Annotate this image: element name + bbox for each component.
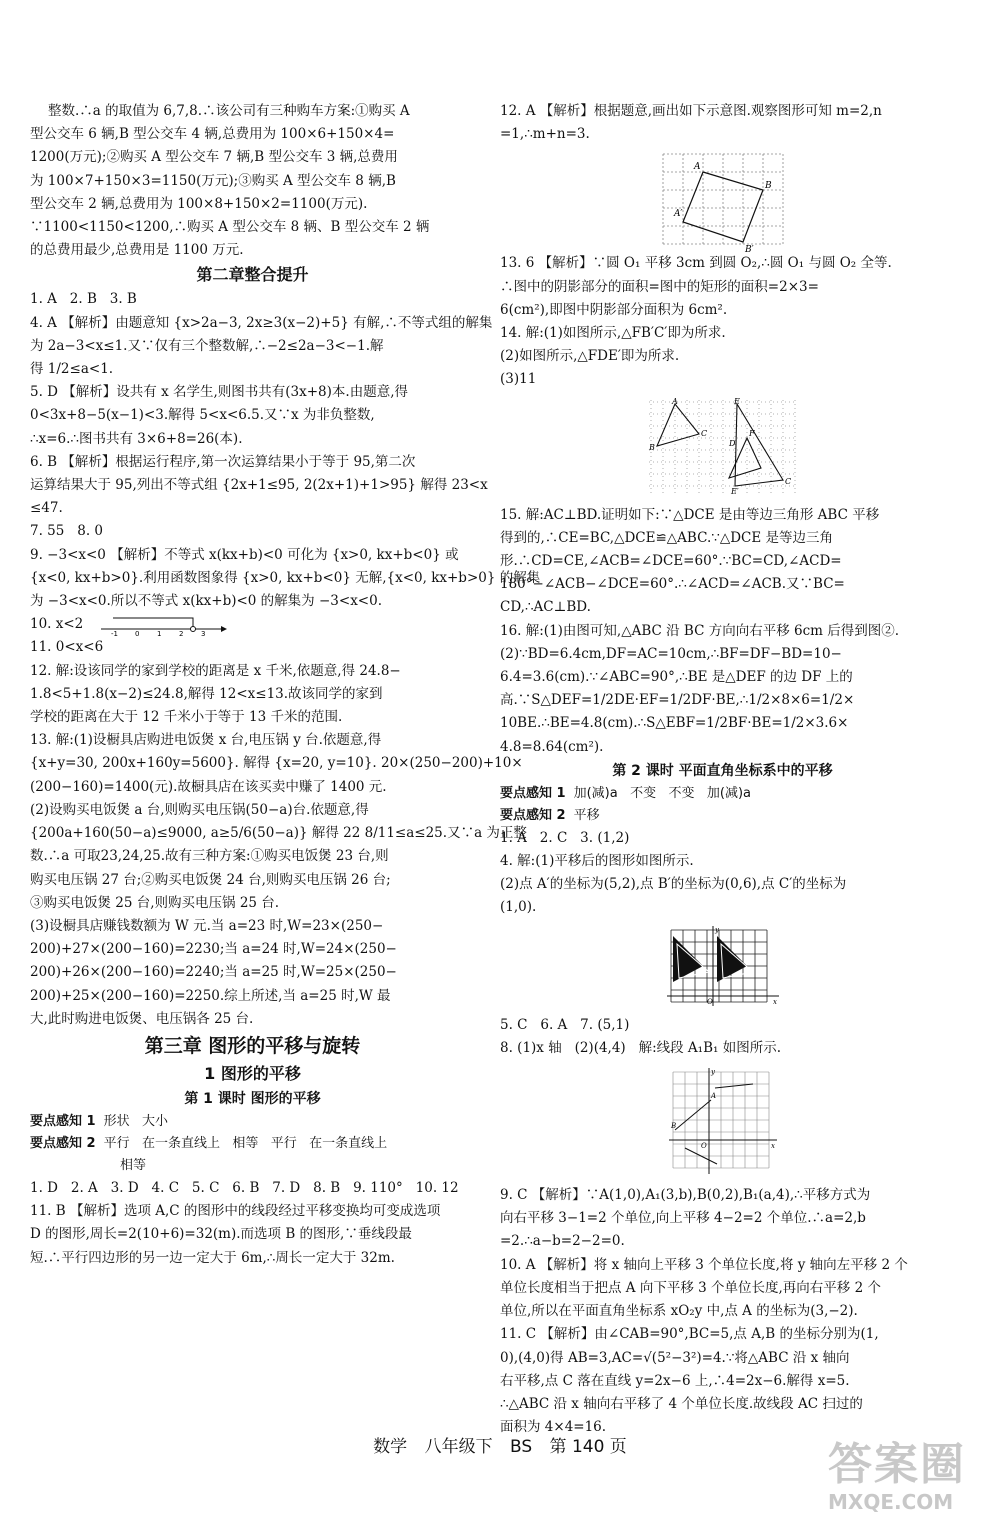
key-point-answer: 平行 在一条直线上 相等 平行 在一条直线上 bbox=[103, 1135, 388, 1151]
footer-subject: 数学 bbox=[373, 1437, 408, 1457]
text-line: {x+y=30, 200x+160y=5600}. 解得 {x=20, y=10}. 20×(250−200)+10× bbox=[30, 755, 523, 772]
svg-text:B: B bbox=[648, 442, 655, 452]
text-line: 15. 解:AC⊥BD.证明如下:∵△DCE 是由等边三角形 ABC 平移 bbox=[500, 506, 880, 523]
text-line: 9. −3<x<0 【解析】不等式 x(kx+b)<0 可化为 {x>0, kx+b<0} 或 bbox=[30, 546, 459, 563]
continued-answer bbox=[30, 100, 475, 262]
text-line: 4. A 【解析】由题意知 {x>2a−3, 2x≥3(x−2)+5} 有解,∴不等式组的解集 bbox=[30, 314, 493, 331]
text-line: 200)+26×(200−160)=2240;当 a=25 时,W=25×(250− bbox=[30, 964, 397, 981]
svg-text:C: C bbox=[784, 476, 791, 486]
svg-text:O: O bbox=[706, 997, 713, 1006]
text-line: 12. A 【解析】根据题意,画出如下示意图.观察图形可知 m=2,n bbox=[500, 103, 882, 119]
text-line: 右平移,点 C 落在直线 y=2x−6 上,∴4=2x−6.解得 x=5. bbox=[500, 1372, 850, 1389]
lesson1-answers bbox=[30, 1177, 475, 1270]
text-line: 为 2a−3<x≤1.又∵仅有三个整数解,∴−2≤2a−3<−1.解 bbox=[30, 337, 384, 354]
key-point-answer: 形状 大小 bbox=[103, 1113, 168, 1129]
svg-text:E′: E′ bbox=[730, 486, 739, 496]
text-line: 的总费用最少,总费用是 1100 万元. bbox=[30, 242, 244, 259]
svg-text:E: E bbox=[733, 396, 740, 406]
svg-text:O: O bbox=[700, 1142, 707, 1151]
text-line: ③购买电饭煲 25 台,则购买电压锅 25 台. bbox=[30, 894, 280, 911]
text-line: 9. C 【解析】∵A(1,0),A₁(3,b),B(0,2),B₁(a,4),∴平移方式为 bbox=[500, 1187, 871, 1204]
text-line: (200−160)=1400(元).故橱具店在该买卖中赚了 1400 元. bbox=[30, 778, 387, 795]
text-line: =2.∴a−b=2−2=0. bbox=[500, 1233, 625, 1250]
text-line: 10BE.∴BE=4.8(cm).∴S△EBF=1/2BF·BE=1/2×3.6× bbox=[500, 715, 849, 732]
text-line: 1. A 2. C 3. (1,2) bbox=[500, 829, 630, 846]
text-line: 购买电压锅 27 台;②购买电饭煲 24 台,则购买电压锅 26 台; bbox=[30, 871, 391, 888]
lesson2-heading: 第 2 课时 平面直角坐标系中的平移 bbox=[612, 762, 833, 779]
text-line: 13. 6 【解析】∵圆 O₁ 平移 3cm 到圆 O₂,∴圆 O₁ 与圆 O₂ 全等. bbox=[500, 255, 892, 272]
svg-text:A: A bbox=[710, 1092, 716, 1101]
text-line: 8. (1)x 轴 (2)(4,4) 解:线段 A₁B₁ 如图所示. bbox=[500, 1039, 781, 1056]
segment-translation-figure bbox=[667, 1066, 779, 1178]
text-line: 向右平移 3−1=2 个单位,向上平移 4−2=2 个单位.∴a=2,b bbox=[500, 1210, 866, 1227]
text-line: 14. 解:(1)如图所示,△FB′C′即为所求. bbox=[500, 325, 726, 342]
text-line: 11. C 【解析】由∠CAB=90°,BC=5,点 A,B 的坐标分别为(1, bbox=[500, 1326, 879, 1343]
text-line: (2)如图所示,△FDE′即为所求. bbox=[500, 348, 680, 365]
text-line: 1. A 2. B 3. B bbox=[30, 291, 137, 308]
text-line: D 的图形,周长=2(10+6)=32(m).而选项 B 的图形,∵垂线段最 bbox=[30, 1226, 412, 1243]
text-line: {200a+160(50−a)≤9000, a≥5/6(50−a)} 解得 22 8/11≤a≤25.又∵a 为正整 bbox=[30, 825, 527, 842]
text-line: ∴△ABC 沿 x 轴向右平移了 4 个单位长度.故线段 AC 扫过的 bbox=[500, 1395, 863, 1412]
q10-line bbox=[30, 613, 475, 636]
svg-text:-1: -1 bbox=[111, 629, 119, 638]
text-line: 7. 55 8. 0 bbox=[30, 523, 103, 540]
key-point-label: 要点感知 1 bbox=[500, 785, 566, 801]
text-line: 16. 解:(1)由图可知,△ABC 沿 BC 方向向右平移 6cm 后得到图②. bbox=[500, 622, 900, 639]
text-line: 1200(万元);②购买 A 型公交车 7 辆,B 型公交车 3 辆,总费用 bbox=[30, 149, 398, 166]
text-line: 5. C 6. A 7. (5,1) bbox=[500, 1016, 630, 1033]
text-line: 运算结果大于 95,列出不等式组 {2x+1≤95, 2(2x+1)+1>95} 解得 23<x bbox=[30, 477, 488, 494]
lesson1-heading: 第 1 课时 图形的平移 bbox=[184, 1090, 321, 1107]
key-point-label: 要点感知 1 bbox=[30, 1113, 96, 1129]
svg-text:x: x bbox=[770, 1142, 775, 1151]
text-line: 大,此时购进电饭煲、电压锅各 25 台. bbox=[30, 1010, 254, 1027]
text-line: 11. B 【解析】选项 A,C 的图形中的线段经过平移变换均可变成选项 bbox=[30, 1203, 441, 1220]
text-line: 200)+25×(200−160)=2250.综上所述,当 a=25 时,W 最 bbox=[30, 987, 391, 1004]
svg-text:y: y bbox=[714, 925, 719, 934]
text-line: (2)∵BD=6.4cm,DF=AC=10cm,∴BF=DF−BD=10− bbox=[500, 645, 842, 662]
left-column bbox=[30, 100, 541, 1270]
svg-text:2: 2 bbox=[179, 629, 184, 638]
text-line: 6.4=3.6(cm).∵∠ABC=90°,∴BE 是△DEF 的边 DF 上的 bbox=[500, 669, 853, 686]
q10-answer: 10. x<2 bbox=[30, 616, 84, 633]
key-point-answer: 平移 bbox=[573, 807, 600, 823]
text-line: 为 100×7+150×3=1150(万元);③购买 A 型公交车 8 辆,B bbox=[30, 172, 396, 189]
text-line: 单位长度相当于把点 A 向下平移 3 个单位长度,再向右平移 2 个 bbox=[500, 1279, 881, 1296]
grid-square-figure bbox=[661, 152, 785, 256]
chapter3-heading: 第三章 图形的平移与旋转 bbox=[144, 1034, 361, 1057]
svg-text:B′: B′ bbox=[744, 245, 754, 256]
text-line: =1,∴m+n=3. bbox=[500, 126, 590, 143]
text-line: CD,∴AC⊥BD. bbox=[500, 599, 591, 616]
text-line: ∴x=6.∴图书共有 3×6+8=26(本). bbox=[30, 430, 243, 447]
text-line: 1.8<5+1.8(x−2)≤24.8,解得 12<x≤13.故该同学的家到 bbox=[30, 685, 383, 702]
text-line: 12. 解:设该同学的家到学校的距离是 x 千米,依题意,得 24.8− bbox=[30, 662, 401, 679]
chapter2-review-heading: 第二章整合提升 bbox=[196, 265, 309, 285]
text-line: 4.8=8.64(cm²). bbox=[500, 738, 604, 755]
text-line: 型公交车 6 辆,B 型公交车 4 辆,总费用为 100×6+150×4= bbox=[30, 126, 395, 143]
text-line: 整数.∴a 的取值为 6,7,8.∴该公司有三种购车方案:①购买 A bbox=[48, 103, 410, 119]
svg-text:F: F bbox=[748, 428, 755, 438]
text-line: 数.∴a 可取23,24,25.故有三种方案:①购买电饭煲 23 台,则 bbox=[30, 848, 389, 865]
text-line: 学校的距离在大于 12 千米小于等于 13 千米的范围. bbox=[30, 709, 343, 726]
key-point-answer: 加(减)a 不变 不变 加(减)a bbox=[573, 785, 751, 801]
text-line: 型公交车 2 辆,总费用为 100×8+150×2=1100(万元). bbox=[30, 195, 368, 212]
text-line: (1,0). bbox=[500, 899, 537, 916]
text-line: 得 1/2≤a<1. bbox=[30, 361, 114, 378]
text-line: 面积为 4×4=16. bbox=[500, 1419, 607, 1436]
text-line: 为 −3<x<0.所以不等式 x(kx+b)<0 的解集为 −3<x<0. bbox=[30, 593, 382, 610]
text-line: 11. 0<x<6 bbox=[30, 639, 104, 656]
watermark-name: 答案圈 bbox=[828, 1439, 966, 1490]
text-line: (2)设购买电饭煲 a 台,则购买电压锅(50−a)台.依题意,得 bbox=[30, 801, 369, 818]
text-line: 高.∵S△DEF=1/2DE·EF=1/2DF·BE,∴1/2×8×6=1/2× bbox=[500, 692, 855, 709]
text-line: 10. A 【解析】将 x 轴向上平移 3 个单位长度,将 y 轴向左平移 2 个 bbox=[500, 1256, 908, 1273]
coordinate-translation-figure bbox=[663, 926, 783, 1008]
key-point-label: 要点感知 2 bbox=[30, 1135, 96, 1151]
footer-page-number: 第 140 页 bbox=[549, 1437, 627, 1457]
text-line: ∵1100<1150<1200,∴购买 A 型公交车 8 辆、B 型公交车 2 辆 bbox=[30, 219, 430, 236]
svg-text:A′: A′ bbox=[673, 209, 683, 220]
key-point-1 bbox=[30, 1111, 475, 1133]
number-line-figure bbox=[97, 614, 227, 636]
watermark bbox=[828, 1428, 966, 1514]
key-point-2 bbox=[500, 805, 945, 827]
svg-text:3: 3 bbox=[201, 629, 206, 638]
text-line: 0),(4,0)得 AB=3,AC=√(5²−3²)=4.∵将△ABC 沿 x 轴向 bbox=[500, 1349, 850, 1366]
svg-text:1: 1 bbox=[157, 629, 162, 638]
text-line: 6. B 【解析】根据运行程序,第一次运算结果小于等于 95,第二次 bbox=[30, 453, 416, 470]
text-line: (3)设橱具店赚钱数额为 W 元.当 a=23 时,W=23×(250− bbox=[30, 917, 384, 934]
key-point-2-cont: 相等 bbox=[120, 1157, 147, 1173]
text-line: 单位,所以在平面直角坐标系 xO₂y 中,点 A 的坐标为(3,−2). bbox=[500, 1303, 858, 1320]
svg-text:y: y bbox=[710, 1068, 715, 1077]
text-line: 4. 解:(1)平移后的图形如图所示. bbox=[500, 853, 694, 870]
right-column bbox=[500, 100, 945, 1439]
svg-text:A: A bbox=[671, 396, 678, 406]
svg-text:0: 0 bbox=[135, 629, 140, 638]
footer-grade: 八年级下 bbox=[424, 1437, 493, 1457]
text-line: 200)+27×(200−160)=2230;当 a=24 时,W=24×(250− bbox=[30, 941, 397, 958]
svg-text:D: D bbox=[728, 438, 735, 448]
svg-text:A: A bbox=[693, 162, 700, 173]
text-line: 0<3x+8−5(x−1)<3.解得 5<x<6.5.又∵x 为非负整数, bbox=[30, 407, 375, 424]
text-line: 5. D 【解析】设共有 x 名学生,则图书共有(3x+8)本.由题意,得 bbox=[30, 384, 408, 401]
svg-text:x: x bbox=[772, 997, 777, 1006]
key-point-label: 要点感知 2 bbox=[500, 807, 566, 823]
footer-edition: BS bbox=[509, 1437, 533, 1457]
triangle-translation-figure bbox=[647, 398, 799, 498]
text-line: (2)点 A′的坐标为(5,2),点 B′的坐标为(0,6),点 C′的坐标为 bbox=[500, 876, 847, 893]
text-line: (3)11 bbox=[500, 371, 537, 388]
text-line: {x<0, kx+b>0}.利用函数图象得 {x>0, kx+b<0} 无解,{x<0, kx+b>0} 的解集 bbox=[30, 569, 541, 586]
text-line: 6(cm²),即图中阴影部分面积为 6cm². bbox=[500, 301, 728, 318]
text-line: 得到的,∴CE=BC,△DCE≌△ABC.∵△DCE 是等边三角 bbox=[500, 529, 834, 546]
key-point-2 bbox=[30, 1133, 475, 1155]
svg-text:B: B bbox=[764, 181, 772, 192]
text-line: 13. 解:(1)设橱具店购进电饭煲 x 台,电压锅 y 台.依题意,得 bbox=[30, 732, 382, 749]
text-line: 180°−∠ACB−∠DCE=60°.∴∠ACD=∠ACB.又∵BC= bbox=[500, 576, 845, 593]
text-line: 1. D 2. A 3. D 4. C 5. C 6. B 7. D 8. B 9. 110° 10. 12 bbox=[30, 1179, 459, 1196]
svg-text:C: C bbox=[700, 428, 707, 438]
text-line: ≤47. bbox=[30, 500, 63, 517]
svg-text:B: B bbox=[670, 1122, 676, 1131]
text-line: 形.∴CD=CE,∠ACB=∠DCE=60°.∵BC=CD,∠ACD= bbox=[500, 553, 842, 570]
text-line: 短.∴平行四边形的另一边一定大于 6m,∴周长一定大于 32m. bbox=[30, 1249, 395, 1266]
text-line: ∴图中的阴影部分的面积=图中的矩形的面积=2×3= bbox=[500, 278, 819, 295]
section1-heading: 1 图形的平移 bbox=[204, 1063, 301, 1083]
key-point-1 bbox=[500, 783, 945, 805]
watermark-url: MXQE.COM bbox=[828, 1490, 954, 1514]
